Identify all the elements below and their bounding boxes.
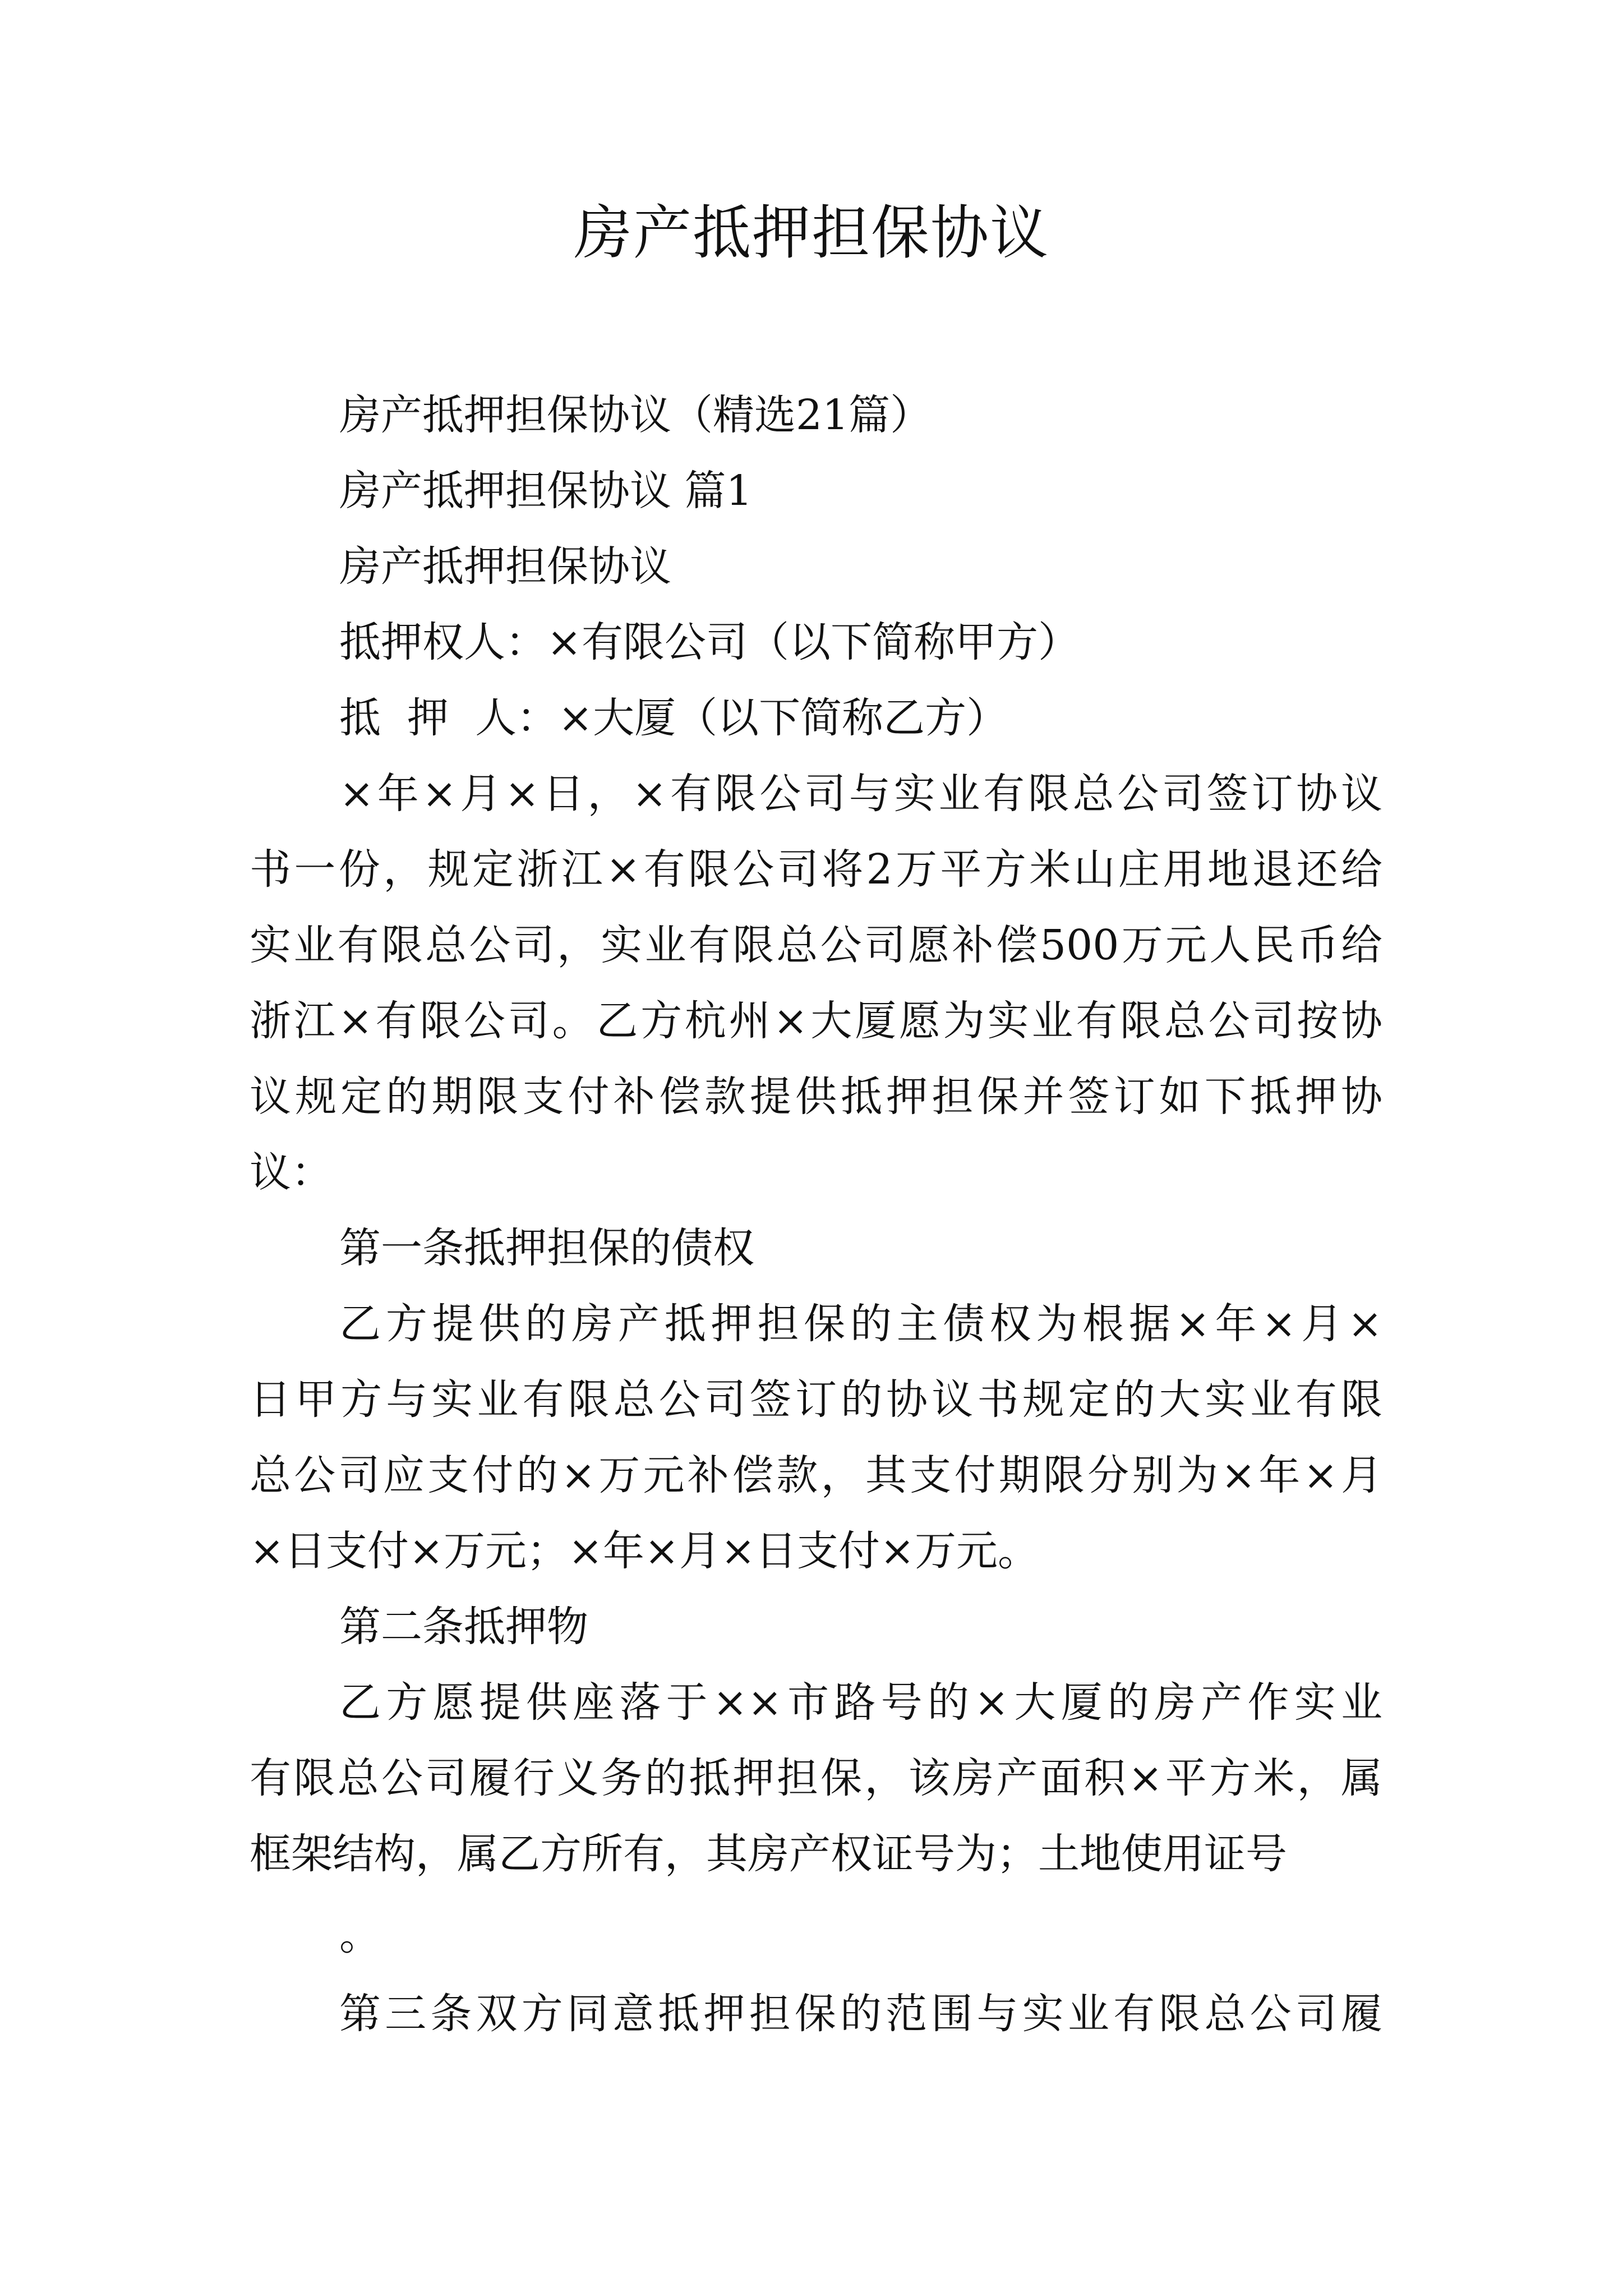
article-heading: 第二条抵押物 <box>339 1603 588 1651</box>
paragraph-line: 。 <box>339 1911 381 1959</box>
paragraph-line: 乙方提供的房产抵押担保的主债权为根据×年×月× <box>339 1300 1382 1348</box>
agreement-heading: 房产抵押担保协议 <box>339 542 671 591</box>
paragraph-line: 乙方愿提供座落于××市路号的×大厦的房产作实业 <box>339 1678 1382 1727</box>
section-heading: 房产抵押担保协议 篇1 <box>339 467 753 515</box>
paragraph-line: ×日支付×万元；×年×月×日支付×万元。 <box>250 1527 1040 1575</box>
paragraph-line: 浙江×有限公司。乙方杭州×大厦愿为实业有限总公司按协 <box>250 997 1382 1045</box>
document-title: 房产抵押担保协议 <box>573 199 1049 267</box>
article-heading: 第一条抵押担保的债权 <box>339 1224 754 1272</box>
paragraph-line: 日甲方与实业有限总公司签订的协议书规定的大实业有限 <box>250 1375 1382 1424</box>
paragraph-line: 议规定的期限支付补偿款提供抵押担保并签订如下抵押协 <box>250 1073 1382 1121</box>
mortgagor-line: 抵 押 人：×大厦（以下简称乙方） <box>339 694 1008 742</box>
paragraph-line: ×年×月×日，×有限公司与实业有限总公司签订协议 <box>339 770 1382 818</box>
subtitle-line: 房产抵押担保协议（精选21篇） <box>339 391 932 439</box>
paragraph-line: 实业有限总公司，实业有限总公司愿补偿500万元人民币给 <box>250 921 1382 969</box>
paragraph-line: 书一份，规定浙江×有限公司将2万平方米山庄用地退还给 <box>250 845 1382 894</box>
paragraph-line: 议： <box>250 1148 333 1197</box>
paragraph-line: 总公司应支付的×万元补偿款，其支付期限分别为×年×月 <box>250 1451 1382 1499</box>
paragraph-line: 有限总公司履行义务的抵押担保，该房产面积×平方米，属 <box>250 1754 1382 1802</box>
mortgagee-line: 抵押权人：×有限公司（以下简称甲方） <box>339 618 1080 666</box>
paragraph-line: 框架结构，属乙方所有，其房产权证号为；土地使用证号 <box>250 1830 1287 1878</box>
article-heading: 第三条双方同意抵押担保的范围与实业有限总公司履 <box>339 1990 1382 2038</box>
